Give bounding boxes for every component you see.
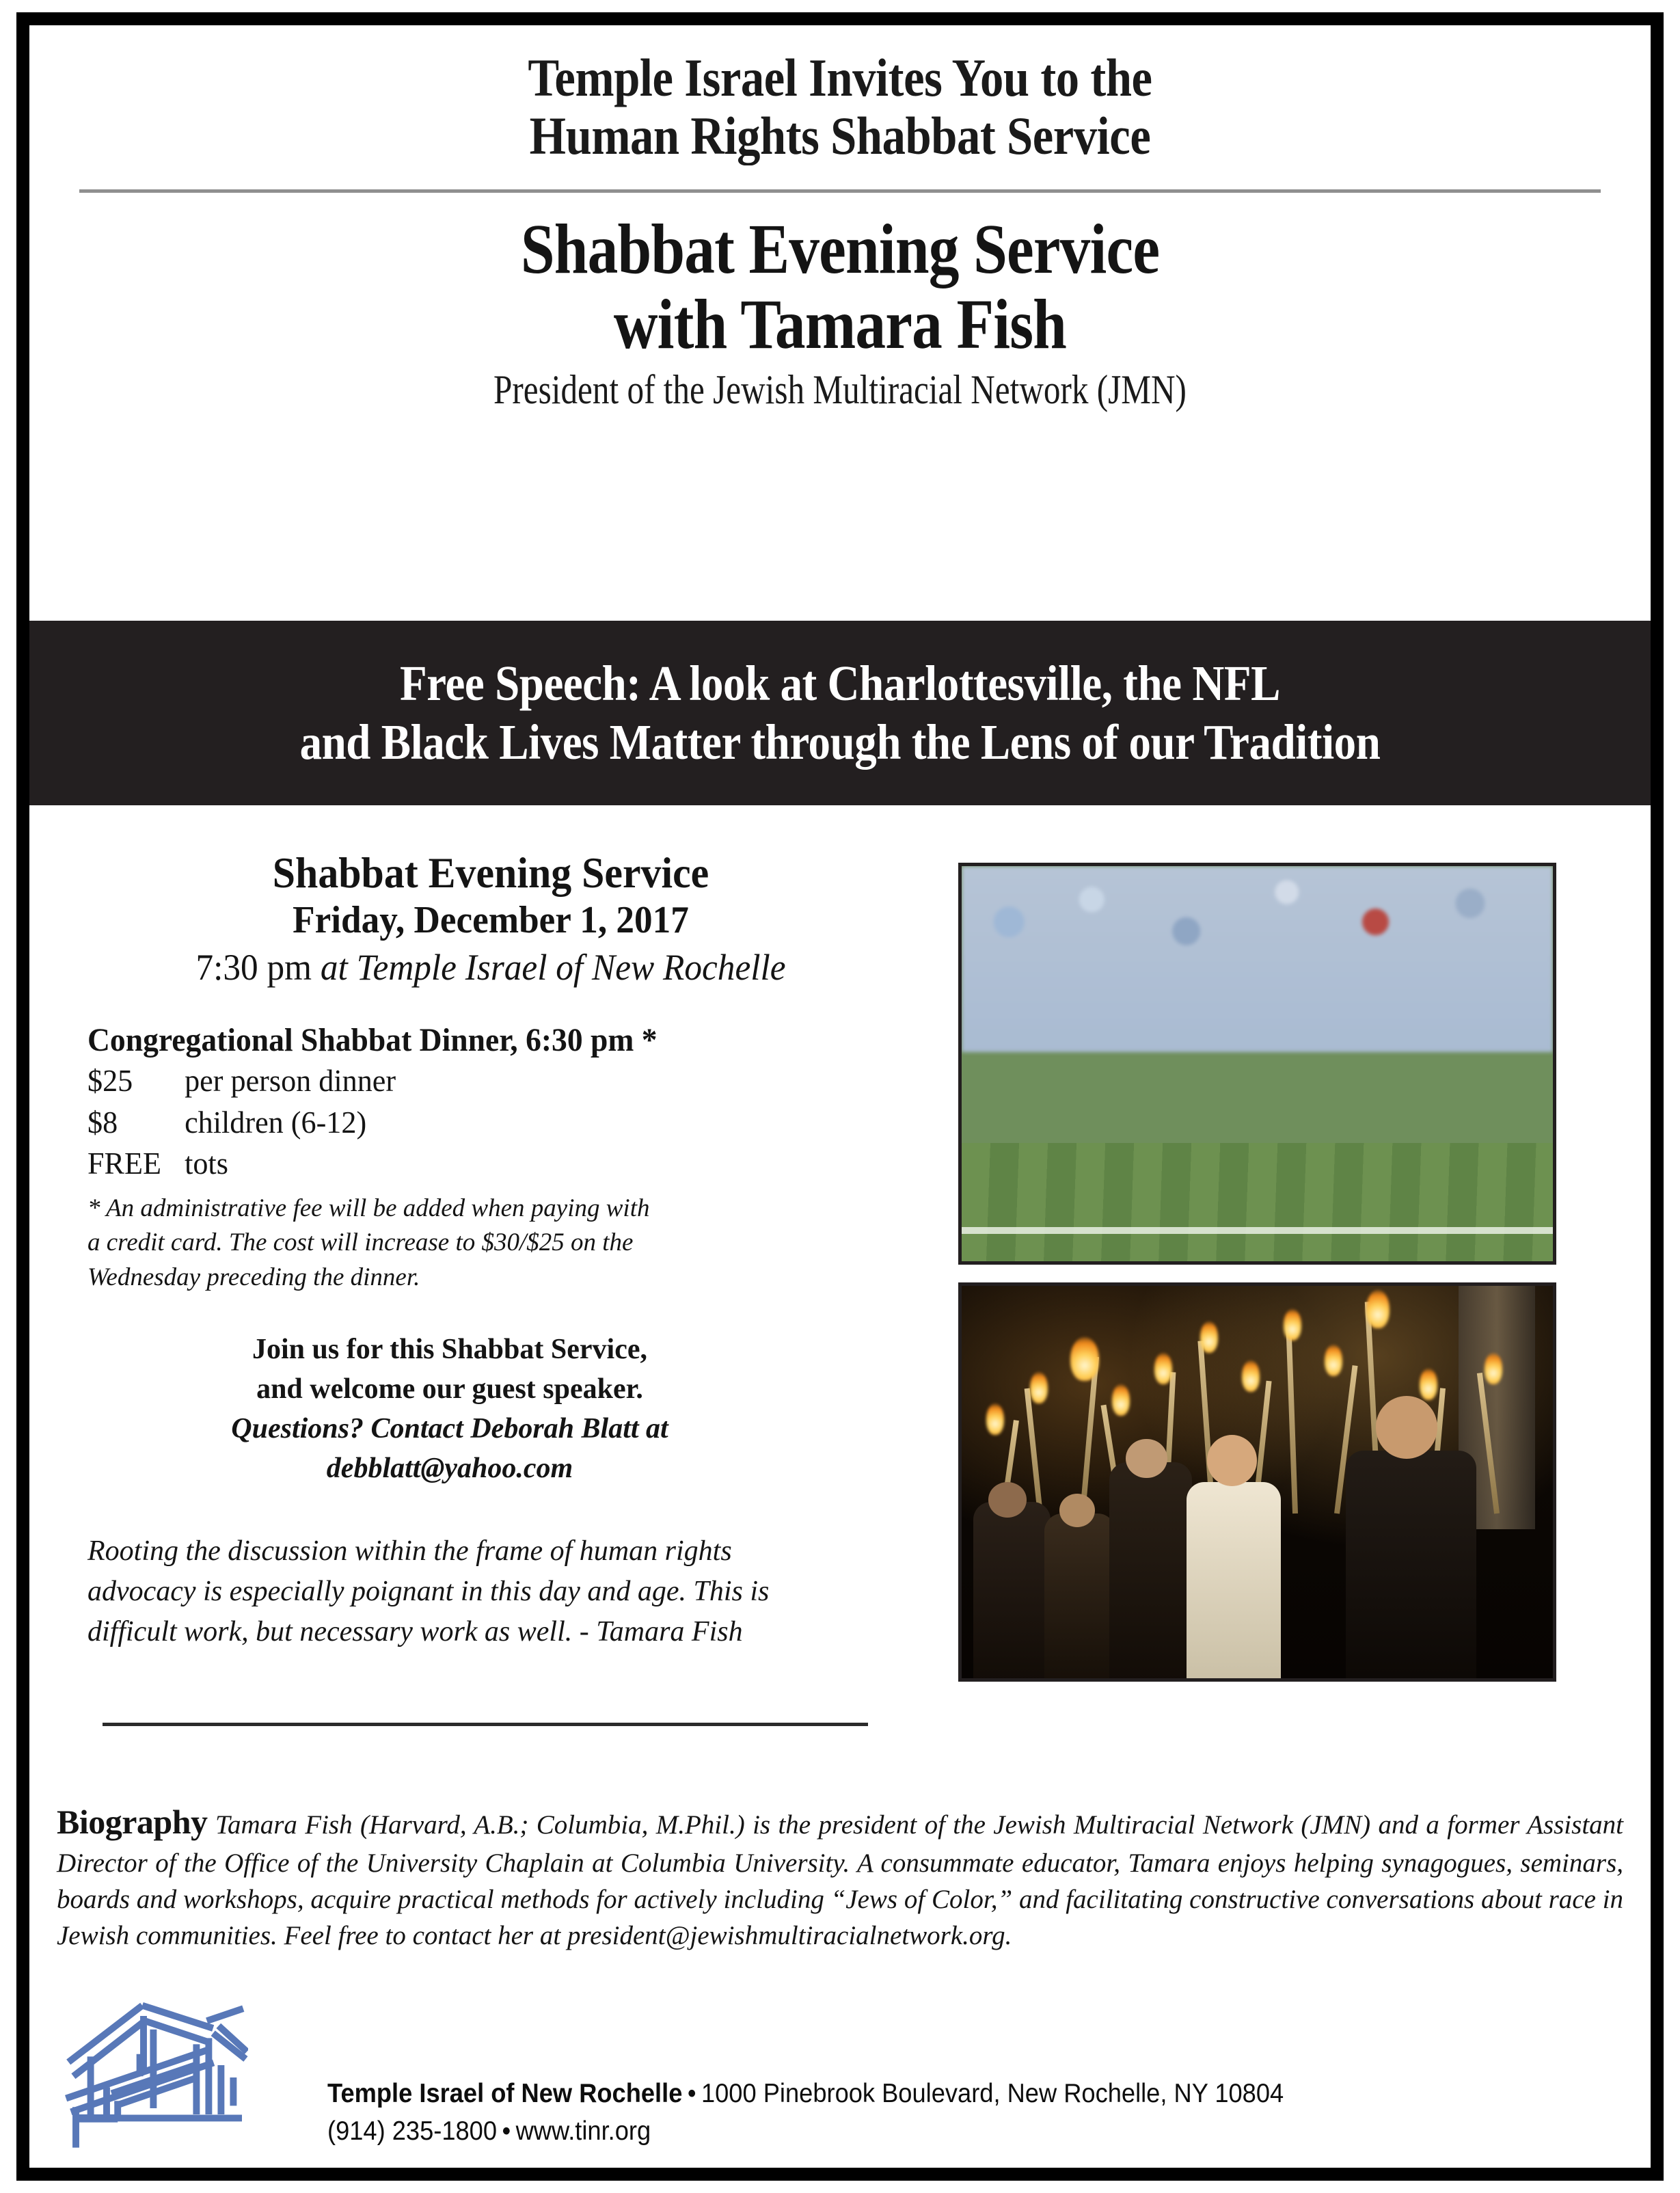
price-row [87, 1060, 862, 1102]
biography-paragraph [57, 1799, 1623, 1954]
photo-column [958, 863, 1556, 1682]
invite-line-2: Human Rights Shabbat Service [529, 106, 1151, 166]
invitation-line-2: and welcome our guest speaker. [256, 1373, 643, 1405]
service-date: Friday, December 1, 2017 [293, 898, 689, 941]
marcher-shouting [1187, 1482, 1281, 1682]
service-location: at Temple Israel of New Rochelle [320, 946, 786, 988]
banner-line-2: and Black Lives Matter through the Lens of our Tradition [299, 714, 1381, 770]
footer-organization: Temple Israel of New Rochelle [327, 2079, 683, 2108]
service-time: 7:30 pm [195, 946, 312, 988]
speaker-subtitle: President of the Jewish Multiracial Network (JMN) [493, 366, 1187, 412]
price-row [87, 1102, 862, 1144]
topic-banner [29, 621, 1651, 805]
marcher-middle [1109, 1462, 1192, 1682]
nfl-crowd-background [962, 866, 1553, 1052]
speaker-title-line-1: Shabbat Evening Service [520, 210, 1160, 289]
biography-label: Biography [57, 1803, 208, 1841]
price-amount: FREE [87, 1146, 161, 1181]
footer-separator: • [502, 2116, 511, 2147]
service-title: Shabbat Evening Service [272, 849, 709, 897]
body-area [29, 829, 1651, 1697]
speaker-quote: Rooting the discussion within the frame of human rights advocacy is especially poignant in this day and age. This is difficult work, but necessary work as well. - Tamara Fish [87, 1535, 770, 1647]
price-row [87, 1143, 862, 1185]
flyer-inner-content [29, 25, 1651, 2168]
speaker-title-line-2: with Tamara Fish [613, 285, 1067, 364]
banner-line-1: Free Speech: A look at Charlottesville, the NFL [400, 655, 1280, 711]
footer-website[interactable]: www.tinr.org [515, 2116, 651, 2147]
footer-separator: • [687, 2079, 696, 2108]
price-label: per person dinner [185, 1063, 396, 1099]
invitation-block [87, 1330, 812, 1489]
event-details-column [87, 829, 894, 1652]
biography-block [29, 1772, 1651, 1980]
invite-line-1: Temple Israel Invites You to the [528, 48, 1152, 107]
contact-email[interactable]: debblatt@yahoo.com [326, 1452, 573, 1484]
price-amount: $25 [87, 1063, 133, 1099]
header-block [29, 25, 1651, 193]
price-amount: $8 [87, 1104, 118, 1140]
footer-phone: (914) 235-1800 [327, 2116, 498, 2147]
footer-address: 1000 Pinebrook Boulevard, New Rochelle, NY 10804 [701, 2079, 1284, 2108]
questions-line: Questions? Contact Deborah Blatt at [231, 1413, 668, 1445]
biography-text: Tamara Fish (Harvard, A.B.; Columbia, M.Phil.) is the president of the Jewish Multiracial Network (JMN) and a former Assistant Director of the Office of the University Chaplain at Columbia University. A consummate educator, Tamara enjoys helping synagogues, seminars, boards and workshops, acquire practical methods for actively including “Jews of Color,” and facilitating constructive conversations about race in Jewish communities. Feel free to contact her at president@jewishmultiracialnetwork.org. [57, 1810, 1623, 1951]
invitation-line-1: Join us for this Shabbat Service, [252, 1334, 647, 1366]
footer [29, 1997, 1651, 2155]
nfl-field [962, 1143, 1553, 1261]
marcher-back-left [973, 1502, 1050, 1682]
price-label: children (6-12) [185, 1104, 367, 1140]
footer-line-2 [327, 2112, 1284, 2150]
speaker-block [29, 193, 1651, 412]
nfl-kneeling-photo [958, 863, 1556, 1265]
charlottesville-torch-march-photo [958, 1282, 1556, 1682]
temple-israel-building-logo [64, 1997, 248, 2151]
price-label: tots [185, 1146, 228, 1181]
marcher-back-mid [1044, 1513, 1115, 1682]
nfl-yard-line [962, 1227, 1553, 1234]
dinner-heading: Congregational Shabbat Dinner, 6:30 pm * [87, 1022, 658, 1059]
service-time-location [108, 945, 874, 990]
banner-text [118, 654, 1561, 772]
footer-line-1 [327, 2075, 1284, 2112]
biography-divider [103, 1723, 868, 1726]
footer-contact [327, 2075, 1284, 2151]
fee-note: * An administrative fee will be added when paying with a credit card. The cost will increase to $30/$25 on the Wednesday preceding the dinner. [87, 1194, 650, 1291]
marcher-front-right [1346, 1451, 1476, 1682]
